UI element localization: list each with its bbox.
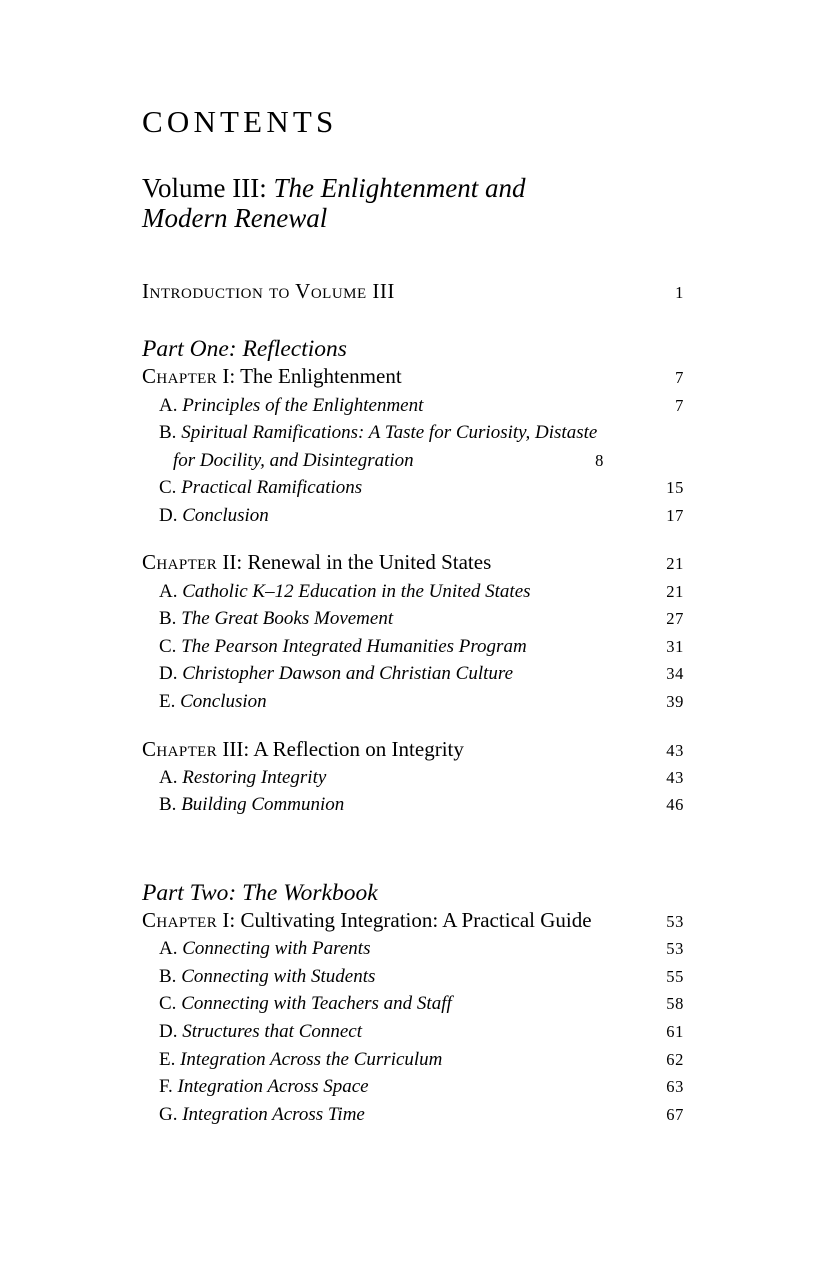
chapter-block: [142, 549, 684, 715]
page-title: CONTENTS: [142, 104, 338, 139]
subentry-title: Catholic K–12 Education in the United States: [182, 580, 531, 602]
subentry-title: Conclusion: [180, 690, 267, 712]
chapter-number: III:: [222, 736, 250, 761]
toc-subentry-page: 31: [666, 636, 684, 656]
toc-chapter-label: [142, 363, 402, 390]
subentry-title: Connecting with Teachers and Staff: [181, 993, 452, 1015]
chapter-title: A Reflection on Integrity: [253, 736, 464, 761]
toc-subentry-row[interactable]: [142, 474, 684, 502]
toc-subentry-row[interactable]: [142, 660, 684, 688]
toc-chapter-page: 53: [666, 912, 684, 932]
toc-subentry-page: 58: [666, 994, 684, 1014]
toc-subentry-row[interactable]: [142, 578, 684, 606]
volume-heading: [142, 173, 612, 234]
subentry-title-continued: for Docility, and Disintegration: [173, 449, 414, 471]
toc-subentry-label: [159, 1046, 442, 1074]
toc-chapter-row[interactable]: [142, 736, 684, 763]
toc-subentry-page: 61: [666, 1022, 684, 1042]
toc-subentry-row[interactable]: [142, 963, 684, 991]
chapter-block: [142, 363, 684, 529]
chapter-title: The Enlightenment: [240, 364, 402, 389]
toc-subentry-row[interactable]: [142, 1018, 684, 1046]
subentry-letter: A.: [159, 766, 178, 788]
toc-subentry-label: [159, 660, 513, 688]
toc-subentry-label: [159, 578, 531, 606]
toc-subentry-page: 53: [666, 939, 684, 959]
toc-subentry-list: [142, 764, 684, 819]
chapter-word: Chapter: [142, 908, 218, 933]
toc-subentry-list: [142, 392, 684, 530]
subentry-letter: D.: [159, 663, 178, 685]
spacer: [142, 716, 684, 736]
chapter-number: II:: [222, 550, 243, 575]
toc-subentry-label: [159, 1101, 365, 1129]
toc-subentry-row[interactable]: [142, 1046, 684, 1074]
subentry-letter: B.: [159, 965, 177, 987]
subentry-letter: E.: [159, 1048, 176, 1070]
subentry-title: Integration Across the Curriculum: [180, 1048, 443, 1070]
chapter-word: Chapter: [142, 550, 218, 575]
part-block: [142, 879, 684, 1128]
toc-subentry-page: 34: [666, 664, 684, 684]
toc-content: [142, 106, 684, 1128]
toc-subentry-row[interactable]: [142, 502, 684, 530]
toc-chapter-row[interactable]: [142, 363, 684, 390]
subentry-title: Connecting with Students: [181, 965, 376, 987]
chapter-number: I:: [222, 908, 236, 933]
toc-subentry-label: [159, 764, 326, 792]
subentry-title: Integration Across Time: [182, 1103, 365, 1125]
subentry-letter: A.: [159, 938, 178, 960]
toc-subentry-label: [159, 990, 452, 1018]
subentry-letter: B.: [159, 422, 177, 444]
toc-entry-introduction[interactable]: [142, 278, 684, 306]
subentry-title: Practical Ramifications: [181, 477, 363, 499]
toc-subentry-label: [159, 1073, 369, 1101]
toc-subentry-row[interactable]: [142, 605, 684, 633]
subentry-letter: F.: [159, 1076, 173, 1098]
toc-subentry-label: [159, 605, 393, 633]
toc-subentry-label: [159, 392, 423, 420]
subentry-letter: B.: [159, 608, 177, 630]
toc-subentry-page: 43: [666, 767, 684, 787]
chapter-number: I:: [222, 364, 236, 389]
subentry-title: Connecting with Parents: [182, 938, 371, 960]
toc-subentry-label: [159, 633, 527, 661]
toc-subentry-row[interactable]: [142, 633, 684, 661]
toc-chapter-label: [142, 907, 592, 934]
subentry-title: Conclusion: [182, 504, 269, 526]
subentry-letter: A.: [159, 394, 178, 416]
subentry-title: Christopher Dawson and Christian Culture: [182, 663, 514, 685]
toc-subentry-page: 17: [666, 505, 684, 525]
toc-subentry-list: [142, 935, 684, 1128]
subentry-letter: D.: [159, 504, 178, 526]
spacer: [142, 529, 684, 549]
subentry-line-1: [159, 419, 604, 447]
subentry-title: Principles of the Enlightenment: [182, 394, 424, 416]
chapter-block: [142, 907, 684, 1128]
toc-subentry-row[interactable]: [142, 1073, 684, 1101]
chapter-title: Cultivating Integration: A Practical Guide: [240, 908, 592, 933]
subentry-title: Building Communion: [181, 794, 345, 816]
toc-subentry-page: 15: [666, 478, 684, 498]
toc-subentry-page: 46: [666, 795, 684, 815]
toc-chapter-page: 7: [675, 368, 684, 388]
toc-chapter-label: [142, 736, 464, 763]
toc-subentry-row[interactable]: [142, 764, 684, 792]
toc-subentry-label: [159, 419, 604, 474]
toc-subentry-page: 63: [666, 1077, 684, 1097]
subentry-letter: B.: [159, 794, 177, 816]
spacer: [142, 305, 684, 335]
toc-chapter-row[interactable]: [142, 549, 684, 576]
toc-chapter-label: [142, 549, 491, 576]
toc-subentry-label: [159, 791, 344, 819]
toc-subentry-page: 55: [666, 966, 684, 986]
toc-chapter-page: 21: [666, 554, 684, 574]
subentry-letter: C.: [159, 993, 177, 1015]
toc-subentry-page: 7: [675, 395, 684, 415]
toc-subentry-page: 21: [666, 581, 684, 601]
part-heading: Part One: Reflections: [142, 336, 347, 363]
toc-subentry-label: [159, 1018, 362, 1046]
toc-subentry-row[interactable]: [142, 1101, 684, 1129]
part-block: [142, 335, 684, 819]
subentry-title: The Great Books Movement: [181, 608, 394, 630]
toc-subentry-list: [142, 578, 684, 716]
chapter-word: Chapter: [142, 736, 218, 761]
toc-subentry-label: [159, 935, 370, 963]
toc-subentry-page: 8: [595, 450, 604, 470]
toc-subentry-row[interactable]: [142, 990, 684, 1018]
part-heading: Part Two: The Workbook: [142, 879, 378, 906]
volume-subtitle: The Enlightenment and Modern Renewal: [142, 172, 526, 234]
subentry-title: Integration Across Space: [177, 1076, 369, 1098]
subentry-title: Restoring Integrity: [182, 766, 327, 788]
subentry-letter: D.: [159, 1021, 178, 1043]
subentry-letter: A.: [159, 580, 178, 602]
chapter-word: Chapter: [142, 364, 218, 389]
toc-subentry-page: 62: [666, 1049, 684, 1069]
subentry-letter: E.: [159, 690, 176, 712]
toc-chapter-page: 43: [666, 740, 684, 760]
chapter-title: Renewal in the United States: [247, 550, 492, 575]
toc-subentry-row[interactable]: [142, 419, 684, 474]
toc-subentry-label: [159, 963, 375, 991]
spacer: [142, 819, 684, 879]
toc-subentry-page: 27: [666, 609, 684, 629]
toc-chapter-row[interactable]: [142, 907, 684, 934]
subentry-letter: G.: [159, 1103, 178, 1125]
toc-entry-page: 1: [675, 282, 684, 302]
toc-subentry-page: 39: [666, 691, 684, 711]
chapter-block: [142, 736, 684, 819]
toc-subentry-row[interactable]: [142, 688, 684, 716]
subentry-title: Structures that Connect: [182, 1021, 363, 1043]
subentry-letter: C.: [159, 635, 177, 657]
toc-subentry-label: [159, 502, 269, 530]
subentry-title: Spiritual Ramifications: A Taste for Curiosity, Distaste: [181, 422, 598, 444]
volume-label: Volume III:: [142, 172, 267, 203]
toc-subentry-row[interactable]: [142, 791, 684, 819]
subentry-letter: C.: [159, 477, 177, 499]
toc-subentry-row[interactable]: [142, 392, 684, 420]
toc-subentry-label: [159, 688, 267, 716]
subentry-line-2: [159, 447, 604, 475]
toc-subentry-label: [159, 474, 362, 502]
toc-subentry-page: 67: [666, 1104, 684, 1124]
toc-subentry-row[interactable]: [142, 935, 684, 963]
subentry-title: The Pearson Integrated Humanities Program: [181, 635, 527, 657]
toc-entry-label: Introduction to Volume III: [142, 278, 395, 303]
